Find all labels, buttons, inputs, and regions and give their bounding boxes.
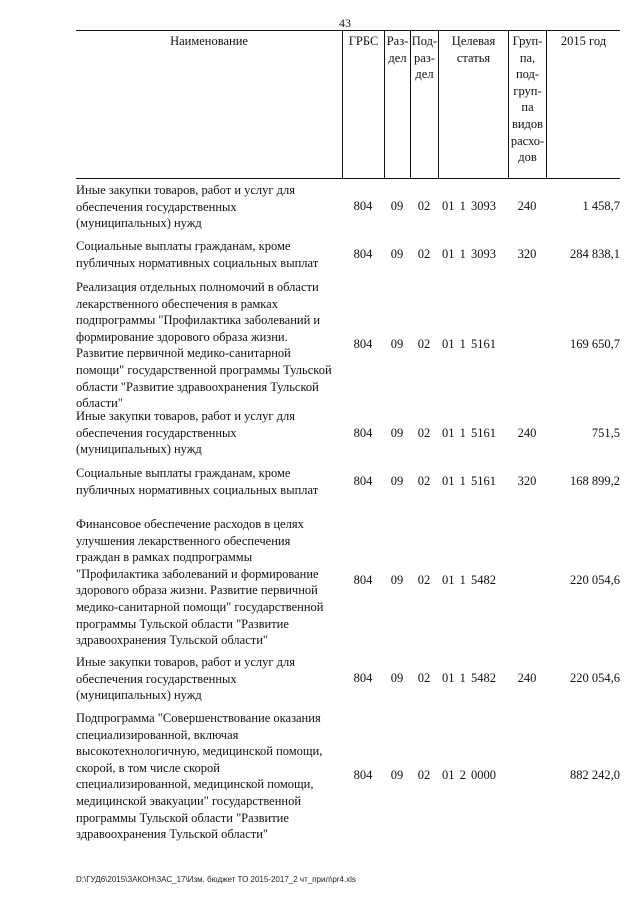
row-name: Финансовое обеспечение расходов в целях улучшения лекарственного обеспечения граждан в рамках подпрограммы "Профилактика заболеваний и формирование здорового образа жизни. Развитие первичной медико-санитарной помощи" государственной программы Тульской области "Развитие здравоохранения Тульской области" (76, 517, 324, 648)
row-celevaya: 01 1 5161 (442, 474, 496, 488)
header-year (546, 31, 620, 178)
row-gruppa: 320 (517, 247, 537, 261)
row-name: Социальные выплаты гражданам, кроме публичных нормативных социальных выплат (76, 466, 319, 497)
header-gruppa-label: Груп- па, под- груп- па видов расхо- дов (510, 34, 545, 165)
row-podrazdel: 02 (417, 573, 431, 587)
row-grbs: 804 (353, 474, 373, 488)
row-grbs: 804 (353, 671, 373, 685)
header-podrazdel (410, 31, 438, 178)
table-header (76, 30, 620, 179)
row-razdel: 09 (390, 671, 404, 685)
row-gruppa: 240 (517, 199, 537, 213)
table-row (76, 654, 620, 704)
row-name: Иные закупки товаров, работ и услуг для обеспечения государственных (муниципальных) нужд (76, 409, 296, 457)
header-podrazdel-label: Под- раз- дел (411, 34, 438, 82)
table-row (76, 465, 620, 499)
row-gruppa: 240 (517, 426, 537, 440)
row-podrazdel: 02 (417, 247, 431, 261)
row-amount: 220 054,6 (570, 671, 620, 685)
row-celevaya: 01 1 5482 (442, 671, 496, 685)
row-gruppa: 320 (517, 474, 537, 488)
table-row (76, 279, 620, 413)
row-amount: 284 838,1 (570, 247, 620, 261)
row-podrazdel: 02 (417, 426, 431, 440)
row-grbs: 804 (353, 768, 373, 782)
row-celevaya: 01 1 5161 (442, 426, 496, 440)
header-razdel-label: Раз- дел (386, 34, 409, 65)
row-razdel: 09 (390, 247, 404, 261)
row-grbs: 804 (353, 337, 373, 351)
table-row (76, 408, 620, 458)
header-celevaya-label: Целевая статья (451, 34, 496, 65)
row-podrazdel: 02 (417, 768, 431, 782)
row-celevaya: 01 1 3093 (442, 199, 496, 213)
row-podrazdel: 02 (417, 199, 431, 213)
row-name: Иные закупки товаров, работ и услуг для обеспечения государственных (муниципальных) нужд (76, 655, 296, 703)
row-razdel: 09 (390, 199, 404, 213)
table-row (76, 238, 620, 272)
row-amount: 1 458,7 (582, 199, 620, 213)
row-grbs: 804 (353, 573, 373, 587)
row-razdel: 09 (390, 426, 404, 440)
row-razdel: 09 (390, 768, 404, 782)
header-name-label: Наименование (170, 34, 248, 48)
table-row (76, 182, 620, 232)
row-celevaya: 01 1 5161 (442, 337, 496, 351)
header-name (76, 31, 342, 178)
row-podrazdel: 02 (417, 671, 431, 685)
header-grbs-label: ГРБС (348, 34, 379, 48)
row-grbs: 804 (353, 199, 373, 213)
table-row (76, 516, 620, 650)
header-grbs (342, 31, 384, 178)
header-year-label: 2015 год (560, 34, 607, 48)
row-amount: 751,5 (591, 426, 620, 440)
row-celevaya: 01 1 5482 (442, 573, 496, 587)
table-row (76, 710, 620, 844)
row-razdel: 09 (390, 474, 404, 488)
header-gruppa (508, 31, 546, 178)
row-razdel: 09 (390, 337, 404, 351)
row-celevaya: 01 2 0000 (442, 768, 496, 782)
row-name: Подпрограмма "Совершенствование оказания специализированной, включая высокотехнологичную, медицинской помощи, скорой, в том числе скорой специализированной, медицинской помощи, медицинской эвакуации" государственной программы Тульской области "Развитие здравоохранения Тульской области" (76, 711, 323, 842)
row-gruppa: 240 (517, 671, 537, 685)
row-amount: 220 054,6 (570, 573, 620, 587)
header-celevaya (438, 31, 508, 178)
page-number: 43 (339, 16, 351, 30)
row-name: Социальные выплаты гражданам, кроме публичных нормативных социальных выплат (76, 239, 319, 270)
row-podrazdel: 02 (417, 337, 431, 351)
row-amount: 169 650,7 (570, 337, 620, 351)
row-razdel: 09 (390, 573, 404, 587)
header-razdel (384, 31, 410, 178)
row-grbs: 804 (353, 247, 373, 261)
footer-file-path: D:\ГУД6\2015\ЗАКОН\ЗАС_17\Изм. бюджет ТО 2015-2017_2 чт_прил\pr4.xls (76, 875, 356, 884)
row-name: Иные закупки товаров, работ и услуг для обеспечения государственных (муниципальных) нужд (76, 183, 296, 231)
row-amount: 882 242,0 (570, 768, 620, 782)
row-celevaya: 01 1 3093 (442, 247, 496, 261)
row-amount: 168 899,2 (570, 474, 620, 488)
row-podrazdel: 02 (417, 474, 431, 488)
row-name: Реализация отдельных полномочий в области лекарственного обеспечения в рамках подпрограммы "Профилактика заболеваний и формирование здорового образа жизни. Развитие первичной медико-санитарной помощи" государственной программы Тульской области "Развитие здравоохранения Тульской области" (76, 280, 332, 411)
row-grbs: 804 (353, 426, 373, 440)
